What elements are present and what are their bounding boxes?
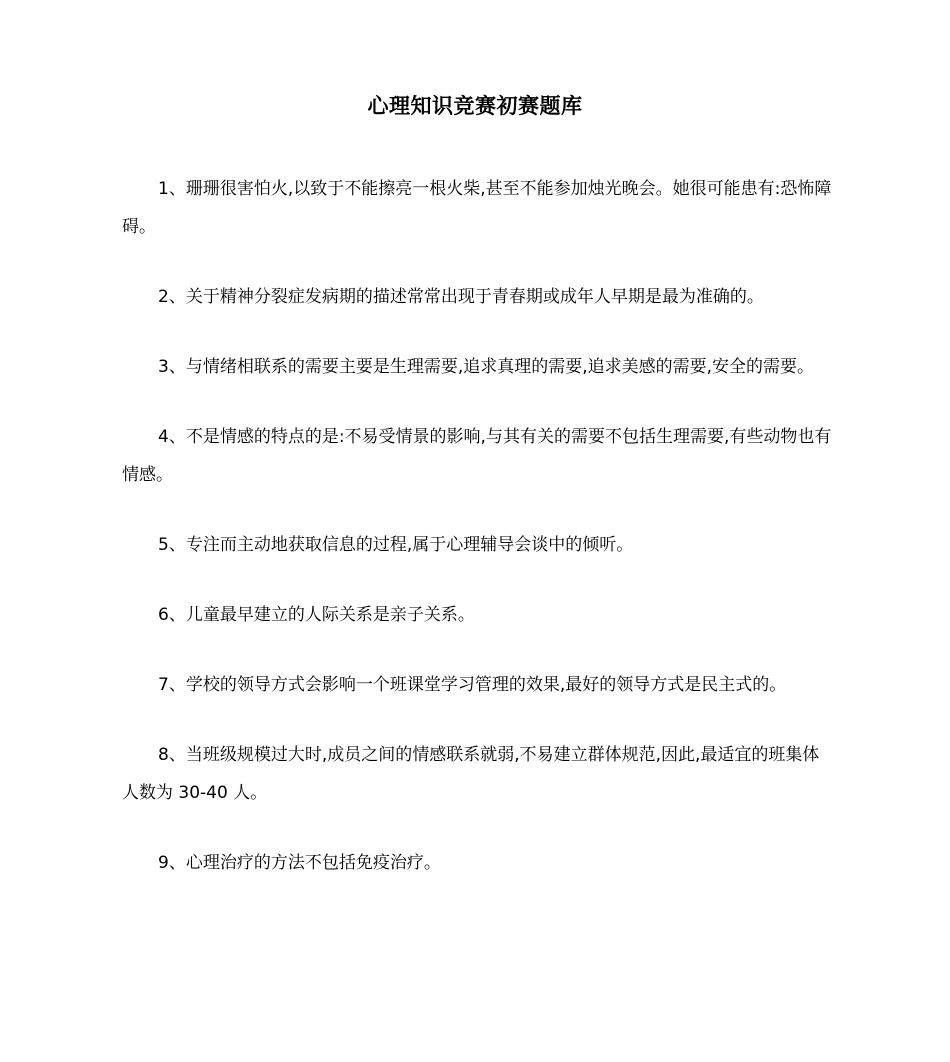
question-item-2: 2、关于精神分裂症发病期的描述常常出现于青春期或成年人早期是最为准确的。: [158, 287, 764, 307]
question-item-6: 6、儿童最早建立的人际关系是亲子关系。: [158, 605, 475, 625]
question-item-8: 8、当班级规模过大时,成员之间的情感联系就弱,不易建立群体规范,因此,最适宜的班集体人数为 30-40 人。: [122, 745, 820, 803]
question-item-1: 1、珊珊很害怕火,以致于不能擦亮一根火柴,甚至不能参加烛光晚会。她很可能患有:恐怖障碍。: [122, 179, 832, 237]
page-title: 心理知识竞赛初赛题库: [367, 94, 583, 118]
question-list: [122, 170, 834, 914]
question-item-4: 4、不是情感的特点的是:不易受情景的影响,与其有关的需要不包括生理需要,有些动物也有情感。: [122, 427, 832, 485]
question-item-3: 3、与情绪相联系的需要主要是生理需要,追求真理的需要,追求美感的需要,安全的需要。: [158, 357, 815, 377]
question-item-7: 7、学校的领导方式会影响一个班课堂学习管理的效果,最好的领导方式是民主式的。: [158, 675, 787, 695]
question-item-5: 5、专注而主动地获取信息的过程,属于心理辅导会谈中的倾听。: [158, 535, 634, 555]
question-item-9: 9、心理治疗的方法不包括免疫治疗。: [158, 853, 441, 873]
